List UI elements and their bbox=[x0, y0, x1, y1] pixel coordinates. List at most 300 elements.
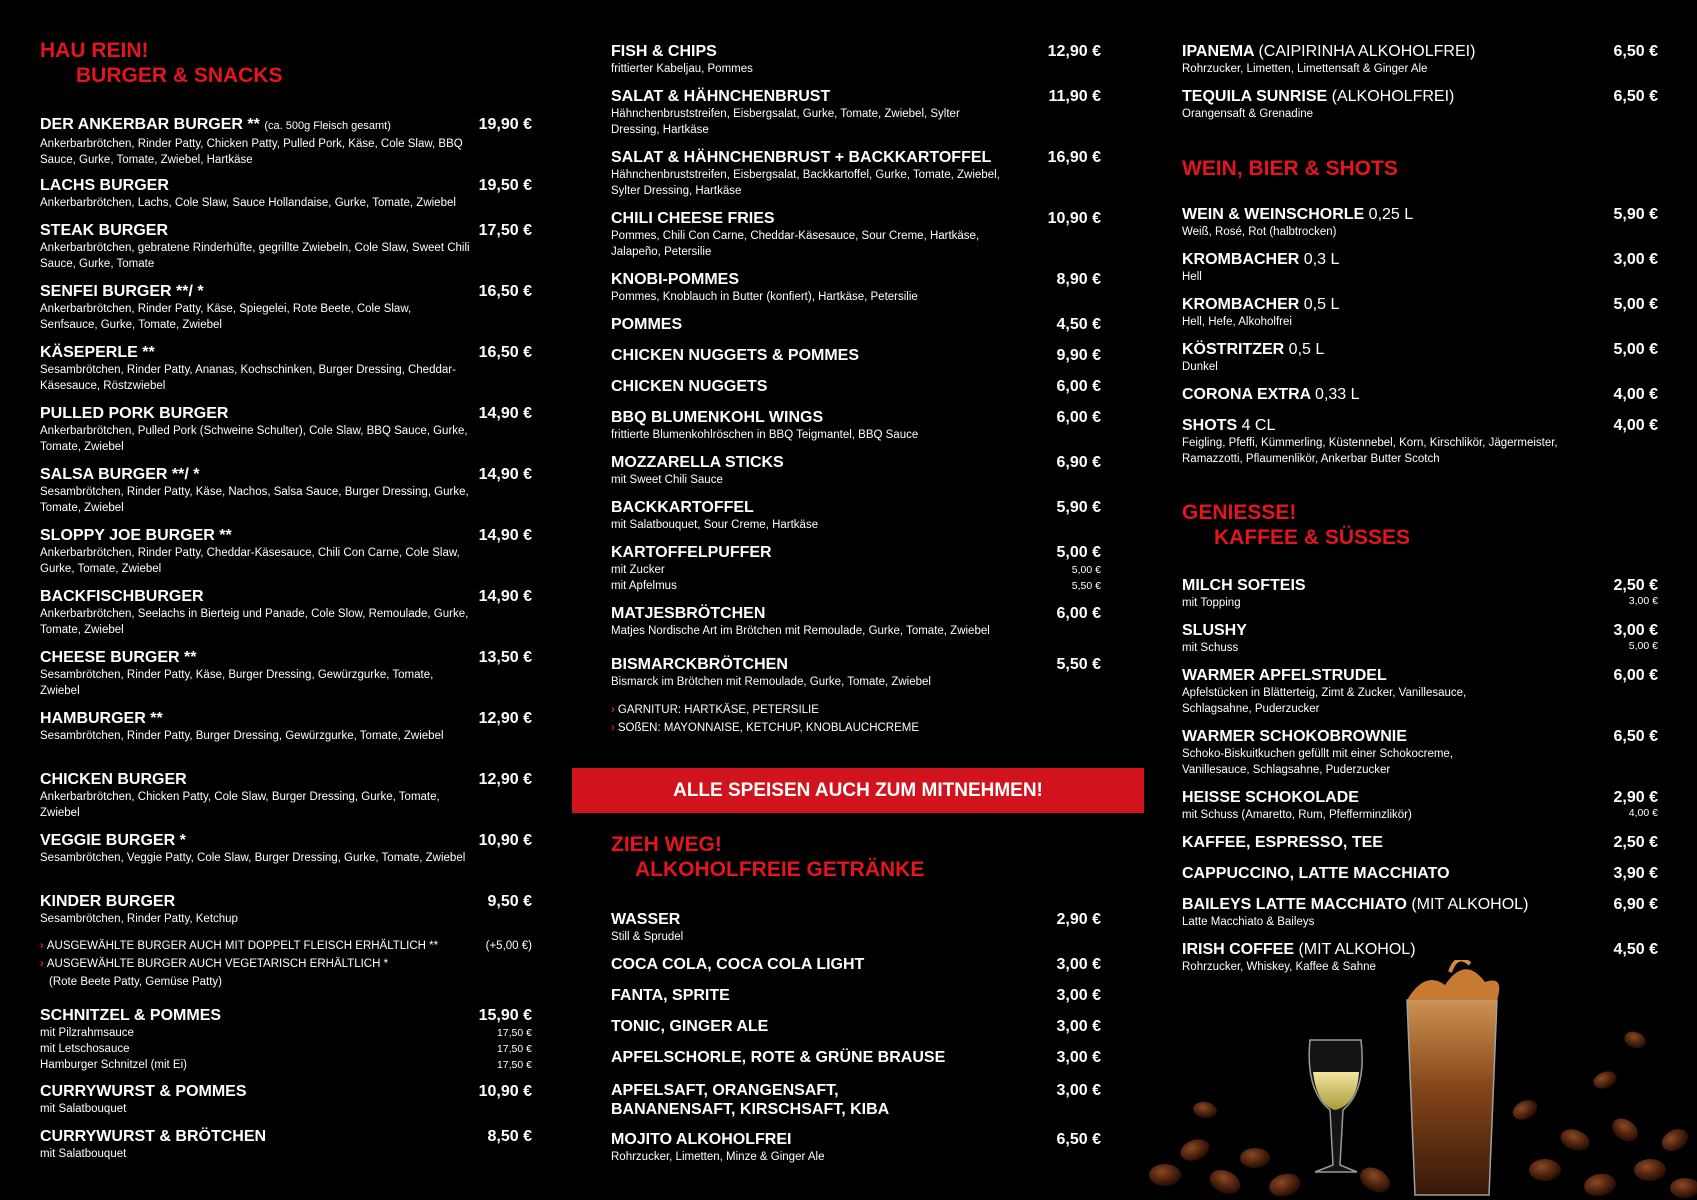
variant-label: mit Apfelmus bbox=[611, 580, 677, 592]
menu-item bbox=[611, 346, 1101, 365]
menu-item bbox=[611, 1048, 1101, 1067]
item-price: 3,00 € bbox=[1056, 1018, 1101, 1035]
menu-item-schnitzel bbox=[40, 1006, 532, 1073]
item-description: Sesambrötchen, Veggie Patty, Cole Slaw, Burger Dressing, Gurke, Tomate, Zwiebel bbox=[40, 852, 466, 864]
item-name bbox=[1182, 864, 1658, 883]
item-name bbox=[611, 346, 1101, 365]
item-name-text: CHEESE BURGER ** bbox=[40, 649, 197, 666]
item-price: 16,50 € bbox=[478, 283, 532, 300]
menu-item bbox=[1182, 87, 1658, 122]
item-size: 4 CL bbox=[1241, 417, 1276, 434]
item-name bbox=[1182, 576, 1658, 595]
item-price: 16,50 € bbox=[478, 344, 532, 361]
item-size: 0,5 L bbox=[1303, 296, 1340, 313]
item-description: Weiß, Rosé, Rot (halbtrocken) bbox=[1182, 226, 1337, 238]
item-name-text: CHILI CHEESE FRIES bbox=[611, 210, 775, 227]
item-description: mit Salatbouquet bbox=[40, 1148, 127, 1160]
item-price: 6,00 € bbox=[1056, 409, 1101, 426]
arrow-icon: › bbox=[40, 940, 44, 952]
item-description: mit Schuss (Amaretto, Rum, Pfefferminzlikör) bbox=[1182, 809, 1412, 821]
item-name bbox=[611, 1081, 931, 1119]
item-name-text: HEISSE SCHOKOLADE bbox=[1182, 789, 1359, 806]
item-name-text: BISMARCKBRÖTCHEN bbox=[611, 656, 788, 673]
item-name bbox=[1182, 666, 1658, 685]
burger-heading bbox=[40, 38, 283, 88]
item-name-text: FANTA, SPRITE bbox=[611, 987, 730, 1004]
item-description: frittierte Blumenkohlröschen in BBQ Teigmantel, BBQ Sauce bbox=[611, 429, 919, 441]
menu-item bbox=[40, 115, 532, 168]
item-name-text: CORONA EXTRA bbox=[1182, 386, 1311, 403]
item-price: 11,90 € bbox=[1048, 88, 1101, 105]
item-size: (CAIPIRINHA ALKOHOLFREI) bbox=[1258, 43, 1476, 60]
item-name-text: KÖSTRITZER bbox=[1182, 341, 1285, 358]
item-description: mit Salatbouquet, Sour Creme, Hartkäse bbox=[611, 519, 819, 531]
item-name-text: STEAK BURGER bbox=[40, 222, 169, 239]
menu-item bbox=[611, 453, 1101, 488]
menu-item bbox=[40, 831, 532, 866]
item-name bbox=[611, 270, 1101, 289]
item-price: 19,50 € bbox=[478, 177, 532, 194]
menu-item bbox=[611, 498, 1101, 533]
variant-label: mit Zucker bbox=[611, 564, 665, 576]
item-name-text: WARMER APFELSTRUDEL bbox=[1182, 667, 1387, 684]
item-price: 4,00 € bbox=[1613, 386, 1658, 403]
item-name-text: BACKFISCHBURGER bbox=[40, 588, 204, 605]
item-description: Ankerbarbrötchen, Rinder Patty, Cheddar-Käsesauce, Chili Con Carne, Cole Slaw, Gurke, Tomate, Zwiebel bbox=[40, 547, 460, 575]
item-price: 9,90 € bbox=[1056, 347, 1101, 364]
menu-item bbox=[40, 465, 532, 516]
note-garnitur-text: GARNITUR: HARTKÄSE, PETERSILIE bbox=[617, 704, 819, 716]
variant-label: mit Pilzrahmsauce bbox=[40, 1027, 134, 1039]
menu-item bbox=[40, 709, 532, 744]
item-size: 0,33 L bbox=[1315, 386, 1360, 403]
item-name bbox=[1182, 621, 1658, 640]
item-description: Dunkel bbox=[1182, 361, 1218, 373]
item-description: Hell bbox=[1182, 271, 1202, 283]
item-size: (MIT ALKOHOL) bbox=[1298, 941, 1416, 958]
item-price: 5,90 € bbox=[1056, 499, 1101, 516]
menu-item bbox=[611, 604, 1101, 639]
item-description: Still & Sprudel bbox=[611, 931, 684, 943]
item-name bbox=[611, 209, 1101, 228]
item-name bbox=[40, 343, 532, 362]
item-name-text: COCA COLA, COCA COLA LIGHT bbox=[611, 956, 865, 973]
item-description: Ankerbarbrötchen, Rinder Patty, Käse, Spiegelei, Rote Beete, Cole Slaw, Senfsauce, Gurke, Tomate, Zwiebel bbox=[40, 303, 412, 331]
item-price: 2,50 € bbox=[1613, 577, 1658, 594]
menu-item bbox=[1182, 727, 1658, 778]
menu-item-currywurst-pommes bbox=[40, 1082, 532, 1117]
menu-item bbox=[611, 955, 1101, 974]
menu-item bbox=[40, 770, 532, 821]
item-price: 12,90 € bbox=[1047, 43, 1101, 60]
item-price: 6,90 € bbox=[1056, 454, 1101, 471]
item-name bbox=[1182, 250, 1658, 269]
item-name-text: SALAT & HÄHNCHENBRUST + BACKKARTOFFEL bbox=[611, 149, 992, 166]
item-name bbox=[1182, 727, 1658, 746]
item-description: Rohrzucker, Whiskey, Kaffee & Sahne bbox=[1182, 961, 1376, 973]
item-name-text: BAILEYS LATTE MACCHIATO bbox=[1182, 896, 1407, 913]
item-description: Sesambrötchen, Rinder Patty, Ketchup bbox=[40, 913, 238, 925]
item-description: Ankerbarbrötchen, gebratene Rinderhüfte, gegrillte Zwiebeln, Cole Slaw, Sweet Chili Sauce, Gurke, Tomate bbox=[40, 242, 470, 270]
menu-item bbox=[40, 587, 532, 638]
item-price: 6,00 € bbox=[1056, 605, 1101, 622]
item-name-text: MATJESBRÖTCHEN bbox=[611, 605, 766, 622]
item-name bbox=[611, 543, 1101, 562]
menu-item bbox=[611, 209, 1101, 260]
item-description: Ankerbarbrötchen, Pulled Pork (Schweine Schulter), Cole Slaw, BBQ Sauce, Gurke, Tomate, Zwiebel bbox=[40, 425, 468, 453]
menu-item bbox=[1182, 385, 1658, 404]
item-price: 6,50 € bbox=[1613, 88, 1658, 105]
item-size: (MIT ALKOHOL) bbox=[1411, 896, 1529, 913]
item-price: 8,50 € bbox=[487, 1128, 532, 1145]
item-name-text: POMMES bbox=[611, 316, 683, 333]
item-price: 14,90 € bbox=[478, 466, 532, 483]
menu-item bbox=[611, 1081, 1101, 1119]
item-name-text: APFELSAFT, ORANGENSAFT, BANANENSAFT, KIRSCHSAFT, KIBA bbox=[611, 1082, 890, 1118]
item-name-text: IRISH COFFEE bbox=[1182, 941, 1295, 958]
menu-item bbox=[611, 655, 1101, 690]
item-price: 4,00 € bbox=[1613, 417, 1658, 434]
item-price: 15,90 € bbox=[478, 1007, 532, 1024]
item-description: Rohrzucker, Limetten, Limettensaft & Ginger Ale bbox=[1182, 63, 1428, 75]
item-name bbox=[40, 465, 532, 484]
note-double-meat-price: (+5,00 €) bbox=[485, 940, 532, 952]
item-name-text: FISH & CHIPS bbox=[611, 43, 717, 60]
variant-label: Hamburger Schnitzel (mit Ei) bbox=[40, 1059, 187, 1071]
item-name-text: TEQUILA SUNRISE bbox=[1182, 88, 1328, 105]
item-name bbox=[611, 377, 1101, 396]
item-name bbox=[611, 655, 1101, 674]
item-name bbox=[611, 1017, 1101, 1036]
item-name bbox=[40, 404, 532, 423]
item-price: 6,50 € bbox=[1613, 728, 1658, 745]
variant-price: 17,50 € bbox=[496, 1027, 532, 1039]
item-description: mit Salatbouquet bbox=[40, 1103, 127, 1115]
item-name-text: SALAT & HÄHNCHENBRUST bbox=[611, 88, 831, 105]
item-name-text: KINDER BURGER bbox=[40, 893, 176, 910]
menu-item bbox=[611, 315, 1101, 334]
item-name-text: DER ANKERBAR BURGER ** bbox=[40, 116, 260, 133]
item-price: 17,50 € bbox=[478, 222, 532, 239]
item-name bbox=[1182, 833, 1658, 852]
menu-item bbox=[1182, 788, 1658, 823]
drinks-heading: WEIN, BIER & SHOTS bbox=[1182, 157, 1398, 180]
variant-price: 5,50 € bbox=[1071, 580, 1101, 592]
item-name bbox=[40, 770, 532, 789]
variant-price: 5,00 € bbox=[1071, 564, 1101, 576]
softdrinks-heading-line1: ZIEH WEG! bbox=[611, 833, 722, 856]
item-name bbox=[611, 148, 1101, 167]
variant-price: 17,50 € bbox=[496, 1059, 532, 1071]
menu-item bbox=[1182, 250, 1658, 285]
item-name-text: CHICKEN NUGGETS bbox=[611, 378, 768, 395]
dessert-heading-line1: GENIESSE! bbox=[1182, 501, 1297, 524]
menu-item bbox=[1182, 416, 1658, 467]
softdrinks-heading bbox=[611, 832, 924, 882]
item-name bbox=[611, 1130, 1101, 1149]
item-price: 10,90 € bbox=[478, 1083, 532, 1100]
item-name-text: BBQ BLUMENKOHL WINGS bbox=[611, 409, 824, 426]
item-name bbox=[1182, 205, 1658, 224]
menu-item bbox=[1182, 295, 1658, 330]
item-name-text: SLOPPY JOE BURGER ** bbox=[40, 527, 232, 544]
item-name-text: KNOBI-POMMES bbox=[611, 271, 739, 288]
item-name bbox=[611, 315, 1101, 334]
item-name bbox=[611, 955, 1101, 974]
item-name bbox=[611, 910, 1101, 929]
item-description: Rohrzucker, Limetten, Minze & Ginger Ale bbox=[611, 1151, 825, 1163]
item-price: 5,50 € bbox=[1056, 656, 1101, 673]
item-size: (ALKOHOLFREI) bbox=[1331, 88, 1455, 105]
item-name bbox=[40, 221, 532, 240]
item-name-text: KAFFEE, ESPRESSO, TEE bbox=[1182, 834, 1383, 851]
item-description: Hell, Hefe, Alkoholfrei bbox=[1182, 316, 1292, 328]
item-name-text: KARTOFFELPUFFER bbox=[611, 544, 772, 561]
item-description: Schoko-Biskuitkuchen gefüllt mit einer Schokocreme, Vanillesauce, Schlagsahne, Puderzucker bbox=[1182, 748, 1454, 776]
note-garnitur bbox=[611, 701, 819, 719]
menu-item bbox=[1182, 621, 1658, 656]
item-name-text: BACKKARTOFFEL bbox=[611, 499, 754, 516]
menu-item bbox=[611, 1017, 1101, 1036]
coffee-beans-image bbox=[1145, 960, 1697, 1200]
menu-item bbox=[611, 87, 1101, 138]
item-name bbox=[1182, 940, 1658, 959]
item-description: Hähnchenbruststreifen, Eisbergsalat, Backkartoffel, Gurke, Tomate, Zwiebel, Sylter Dressing, Hartkäse bbox=[611, 169, 1000, 197]
item-name-text: IPANEMA bbox=[1182, 43, 1254, 60]
item-description: Ankerbarbrötchen, Seelachs in Bierteig und Panade, Cole Slow, Remoulade, Gurke, Tomate, Zwiebel bbox=[40, 608, 469, 636]
item-price: 5,00 € bbox=[1613, 296, 1658, 313]
item-description: mit Topping bbox=[1182, 597, 1241, 609]
item-description: Pommes, Knoblauch in Butter (konfiert), Hartkäse, Petersilie bbox=[611, 291, 918, 303]
item-price: 3,00 € bbox=[1613, 251, 1658, 268]
variant-row bbox=[611, 562, 1101, 578]
menu-item bbox=[1182, 205, 1658, 240]
item-description: Ankerbarbrötchen, Lachs, Cole Slaw, Sauce Hollandaise, Gurke, Tomate, Zwiebel bbox=[40, 197, 456, 209]
menu-item bbox=[1182, 666, 1658, 717]
item-description: Latte Macchiato & Baileys bbox=[1182, 916, 1315, 928]
item-description: Ankerbarbrötchen, Chicken Patty, Cole Slaw, Burger Dressing, Gurke, Tomate, Zwiebel bbox=[40, 791, 440, 819]
note-double-meat bbox=[40, 937, 532, 955]
item-name bbox=[1182, 340, 1658, 359]
item-name-text: HAMBURGER ** bbox=[40, 710, 163, 727]
menu-item bbox=[611, 148, 1101, 199]
item-name bbox=[40, 526, 532, 545]
item-name-text: CAPPUCCINO, LATTE MACCHIATO bbox=[1182, 865, 1450, 882]
item-name-text: TONIC, GINGER ALE bbox=[611, 1018, 769, 1035]
item-price: 14,90 € bbox=[478, 527, 532, 544]
item-name-text: CHICKEN NUGGETS & POMMES bbox=[611, 347, 860, 364]
menu-item bbox=[611, 42, 1101, 77]
item-price: 3,90 € bbox=[1613, 865, 1658, 882]
menu-item bbox=[611, 377, 1101, 396]
item-size: 0,5 L bbox=[1288, 341, 1325, 358]
note-sossen bbox=[611, 719, 919, 737]
item-size: 0,25 L bbox=[1368, 206, 1414, 223]
item-price: 3,00 € bbox=[1056, 1082, 1101, 1099]
item-price: 10,90 € bbox=[1047, 210, 1101, 227]
variant-row bbox=[40, 1025, 532, 1041]
item-name: CURRYWURST & BRÖTCHEN bbox=[40, 1128, 267, 1145]
item-price: 6,00 € bbox=[1056, 378, 1101, 395]
item-name bbox=[40, 176, 532, 195]
menu-item bbox=[1182, 576, 1658, 611]
item-name bbox=[611, 87, 1101, 106]
item-name-text: SENFEI BURGER **/ * bbox=[40, 283, 204, 300]
item-name: CURRYWURST & POMMES bbox=[40, 1083, 247, 1100]
item-description: Bismarck im Brötchen mit Remoulade, Gurke, Tomate, Zwiebel bbox=[611, 676, 931, 688]
item-name bbox=[1182, 788, 1658, 807]
item-price: 3,00 € bbox=[1613, 622, 1658, 639]
item-price: 12,90 € bbox=[478, 710, 532, 727]
item-name-text: WASSER bbox=[611, 911, 681, 928]
item-price: 8,90 € bbox=[1056, 271, 1101, 288]
item-price: 13,50 € bbox=[478, 649, 532, 666]
item-name bbox=[1182, 385, 1658, 404]
item-name-text: KROMBACHER bbox=[1182, 296, 1300, 313]
menu-item bbox=[40, 892, 532, 927]
menu-item-currywurst-broetchen bbox=[40, 1127, 532, 1162]
arrow-icon: › bbox=[611, 704, 615, 716]
variant-price: 3,00 € bbox=[1628, 595, 1658, 607]
item-name bbox=[40, 831, 532, 850]
item-description: Hähnchenbruststreifen, Eisbergsalat, Gurke, Tomate, Zwiebel, Sylter Dressing, Hartkäse bbox=[611, 108, 960, 136]
item-name bbox=[611, 604, 1101, 623]
item-name bbox=[611, 986, 1101, 1005]
burger-heading-line2: BURGER & SNACKS bbox=[76, 64, 283, 87]
item-price: 3,00 € bbox=[1056, 1049, 1101, 1066]
item-name-text: SALSA BURGER **/ * bbox=[40, 466, 200, 483]
menu-item bbox=[40, 404, 532, 455]
menu-item bbox=[611, 986, 1101, 1005]
item-price: 12,90 € bbox=[478, 771, 532, 788]
menu-item bbox=[40, 526, 532, 577]
item-price: 4,50 € bbox=[1613, 941, 1658, 958]
menu-item bbox=[1182, 833, 1658, 852]
item-name bbox=[611, 408, 1101, 427]
item-price: 6,00 € bbox=[1613, 667, 1658, 684]
menu-item bbox=[1182, 864, 1658, 883]
item-name-text: MOZZARELLA STICKS bbox=[611, 454, 784, 471]
item-name bbox=[40, 648, 532, 667]
item-name-text: KROMBACHER bbox=[1182, 251, 1300, 268]
item-description: Matjes Nordische Art im Brötchen mit Remoulade, Gurke, Tomate, Zwiebel bbox=[611, 625, 990, 637]
item-description: mit Sweet Chili Sauce bbox=[611, 474, 723, 486]
menu-item bbox=[40, 176, 532, 211]
variant-row bbox=[40, 1041, 532, 1057]
item-name bbox=[611, 1048, 1101, 1067]
schnitzel-variants bbox=[40, 1025, 532, 1073]
item-description: Ankerbarbrötchen, Rinder Patty, Chicken Patty, Pulled Pork, Käse, Cole Slaw, BBQ Sauce, Gurke, Tomate, Zwiebel, Hartkäse bbox=[40, 138, 463, 166]
item-price: 14,90 € bbox=[478, 588, 532, 605]
item-price: 9,50 € bbox=[487, 893, 532, 910]
item-name bbox=[40, 115, 532, 136]
item-price: 16,90 € bbox=[1047, 149, 1101, 166]
variant-label: mit Letschosauce bbox=[40, 1043, 130, 1055]
variant-row bbox=[611, 578, 1101, 594]
menu-item bbox=[40, 343, 532, 394]
item-description: Sesambrötchen, Rinder Patty, Käse, Burger Dressing, Gewürzgurke, Tomate, Zwiebel bbox=[40, 669, 434, 697]
item-price: 2,90 € bbox=[1056, 911, 1101, 928]
item-price: 14,90 € bbox=[478, 405, 532, 422]
item-name-text: CHICKEN BURGER bbox=[40, 771, 187, 788]
item-name bbox=[1182, 416, 1658, 435]
arrow-icon: › bbox=[611, 722, 615, 734]
item-description: mit Schuss bbox=[1182, 642, 1239, 654]
item-description: Sesambrötchen, Rinder Patty, Käse, Nachos, Salsa Sauce, Burger Dressing, Gurke, Tomate, Zwiebel bbox=[40, 486, 469, 514]
dessert-heading-line2: KAFFEE & SÜSSES bbox=[1214, 526, 1411, 549]
item-name bbox=[1182, 295, 1658, 314]
menu-item bbox=[1182, 895, 1658, 930]
item-description: Orangensaft & Grenadine bbox=[1182, 108, 1314, 120]
item-name-text: SHOTS bbox=[1182, 417, 1238, 434]
item-price: 10,90 € bbox=[478, 832, 532, 849]
item-price: 4,50 € bbox=[1056, 316, 1101, 333]
item-name: SCHNITZEL & POMMES bbox=[40, 1007, 222, 1024]
item-name-text: KÄSEPERLE ** bbox=[40, 344, 155, 361]
menu-item bbox=[40, 648, 532, 699]
variant-price: 4,00 € bbox=[1628, 807, 1658, 819]
menu-item bbox=[40, 221, 532, 272]
item-price: 2,90 € bbox=[1613, 789, 1658, 806]
item-price: 19,90 € bbox=[478, 116, 532, 133]
note-vegetarian-text: AUSGEWÄHLTE BURGER AUCH VEGETARISCH ERHÄLTLICH * bbox=[46, 958, 389, 970]
item-price: 6,90 € bbox=[1613, 896, 1658, 913]
note-vegetarian-sub: (Rote Beete Patty, Gemüse Patty) bbox=[49, 976, 222, 988]
item-price: 2,50 € bbox=[1613, 834, 1658, 851]
note-double-meat-text: AUSGEWÄHLTE BURGER AUCH MIT DOPPELT FLEISCH ERHÄLTLICH ** bbox=[46, 940, 439, 952]
item-name bbox=[1182, 87, 1658, 106]
note-sossen-text: SOßEN: MAYONNAISE, KETCHUP, KNOBLAUCHCREME bbox=[617, 722, 920, 734]
softdrinks-heading-line2: ALKOHOLFREIE GETRÄNKE bbox=[635, 858, 925, 881]
item-price: 6,50 € bbox=[1056, 1131, 1101, 1148]
menu-item bbox=[1182, 340, 1658, 375]
item-name-text: WEIN & WEINSCHORLE bbox=[1182, 206, 1365, 223]
note-vegetarian bbox=[40, 955, 532, 973]
menu-item bbox=[611, 543, 1101, 594]
item-description: frittierter Kabeljau, Pommes bbox=[611, 63, 753, 75]
variant-price: 5,00 € bbox=[1628, 640, 1658, 652]
burger-heading-line1: HAU REIN! bbox=[40, 39, 149, 62]
item-name bbox=[40, 892, 532, 911]
item-name bbox=[611, 42, 1101, 61]
item-size: 0,3 L bbox=[1303, 251, 1340, 268]
menu-item bbox=[611, 270, 1101, 305]
variant-price: 17,50 € bbox=[496, 1043, 532, 1055]
item-name-text: MOJITO ALKOHOLFREI bbox=[611, 1131, 792, 1148]
item-description: Sesambrötchen, Rinder Patty, Burger Dressing, Gewürzgurke, Tomate, Zwiebel bbox=[40, 730, 444, 742]
variant-row bbox=[40, 1057, 532, 1073]
item-name bbox=[40, 709, 532, 728]
item-name bbox=[1182, 895, 1658, 914]
item-name bbox=[1182, 42, 1658, 61]
item-name bbox=[40, 587, 532, 606]
dessert-heading bbox=[1182, 500, 1410, 550]
item-price: 3,00 € bbox=[1056, 956, 1101, 973]
item-price: 3,00 € bbox=[1056, 987, 1101, 1004]
item-extra: (ca. 500g Fleisch gesamt) bbox=[264, 120, 391, 132]
takeaway-banner: ALLE SPEISEN AUCH ZUM MITNEHMEN! bbox=[572, 768, 1144, 813]
item-price: 6,50 € bbox=[1613, 43, 1658, 60]
menu-item bbox=[611, 408, 1101, 443]
item-name-text: APFELSCHORLE, ROTE & GRÜNE BRAUSE bbox=[611, 1049, 946, 1066]
item-price: 5,90 € bbox=[1613, 206, 1658, 223]
item-price: 5,00 € bbox=[1613, 341, 1658, 358]
item-description: Feigling, Pfeffi, Kümmerling, Küstennebel, Korn, Kirschlikör, Jägermeister, Ramazzotti, Pflaumenlikör, Ankerbar Butter Scotch bbox=[1182, 437, 1558, 465]
item-price: 5,00 € bbox=[1056, 544, 1101, 561]
item-name-text: LACHS BURGER bbox=[40, 177, 169, 194]
menu-item bbox=[611, 1130, 1101, 1165]
menu-item bbox=[611, 910, 1101, 945]
